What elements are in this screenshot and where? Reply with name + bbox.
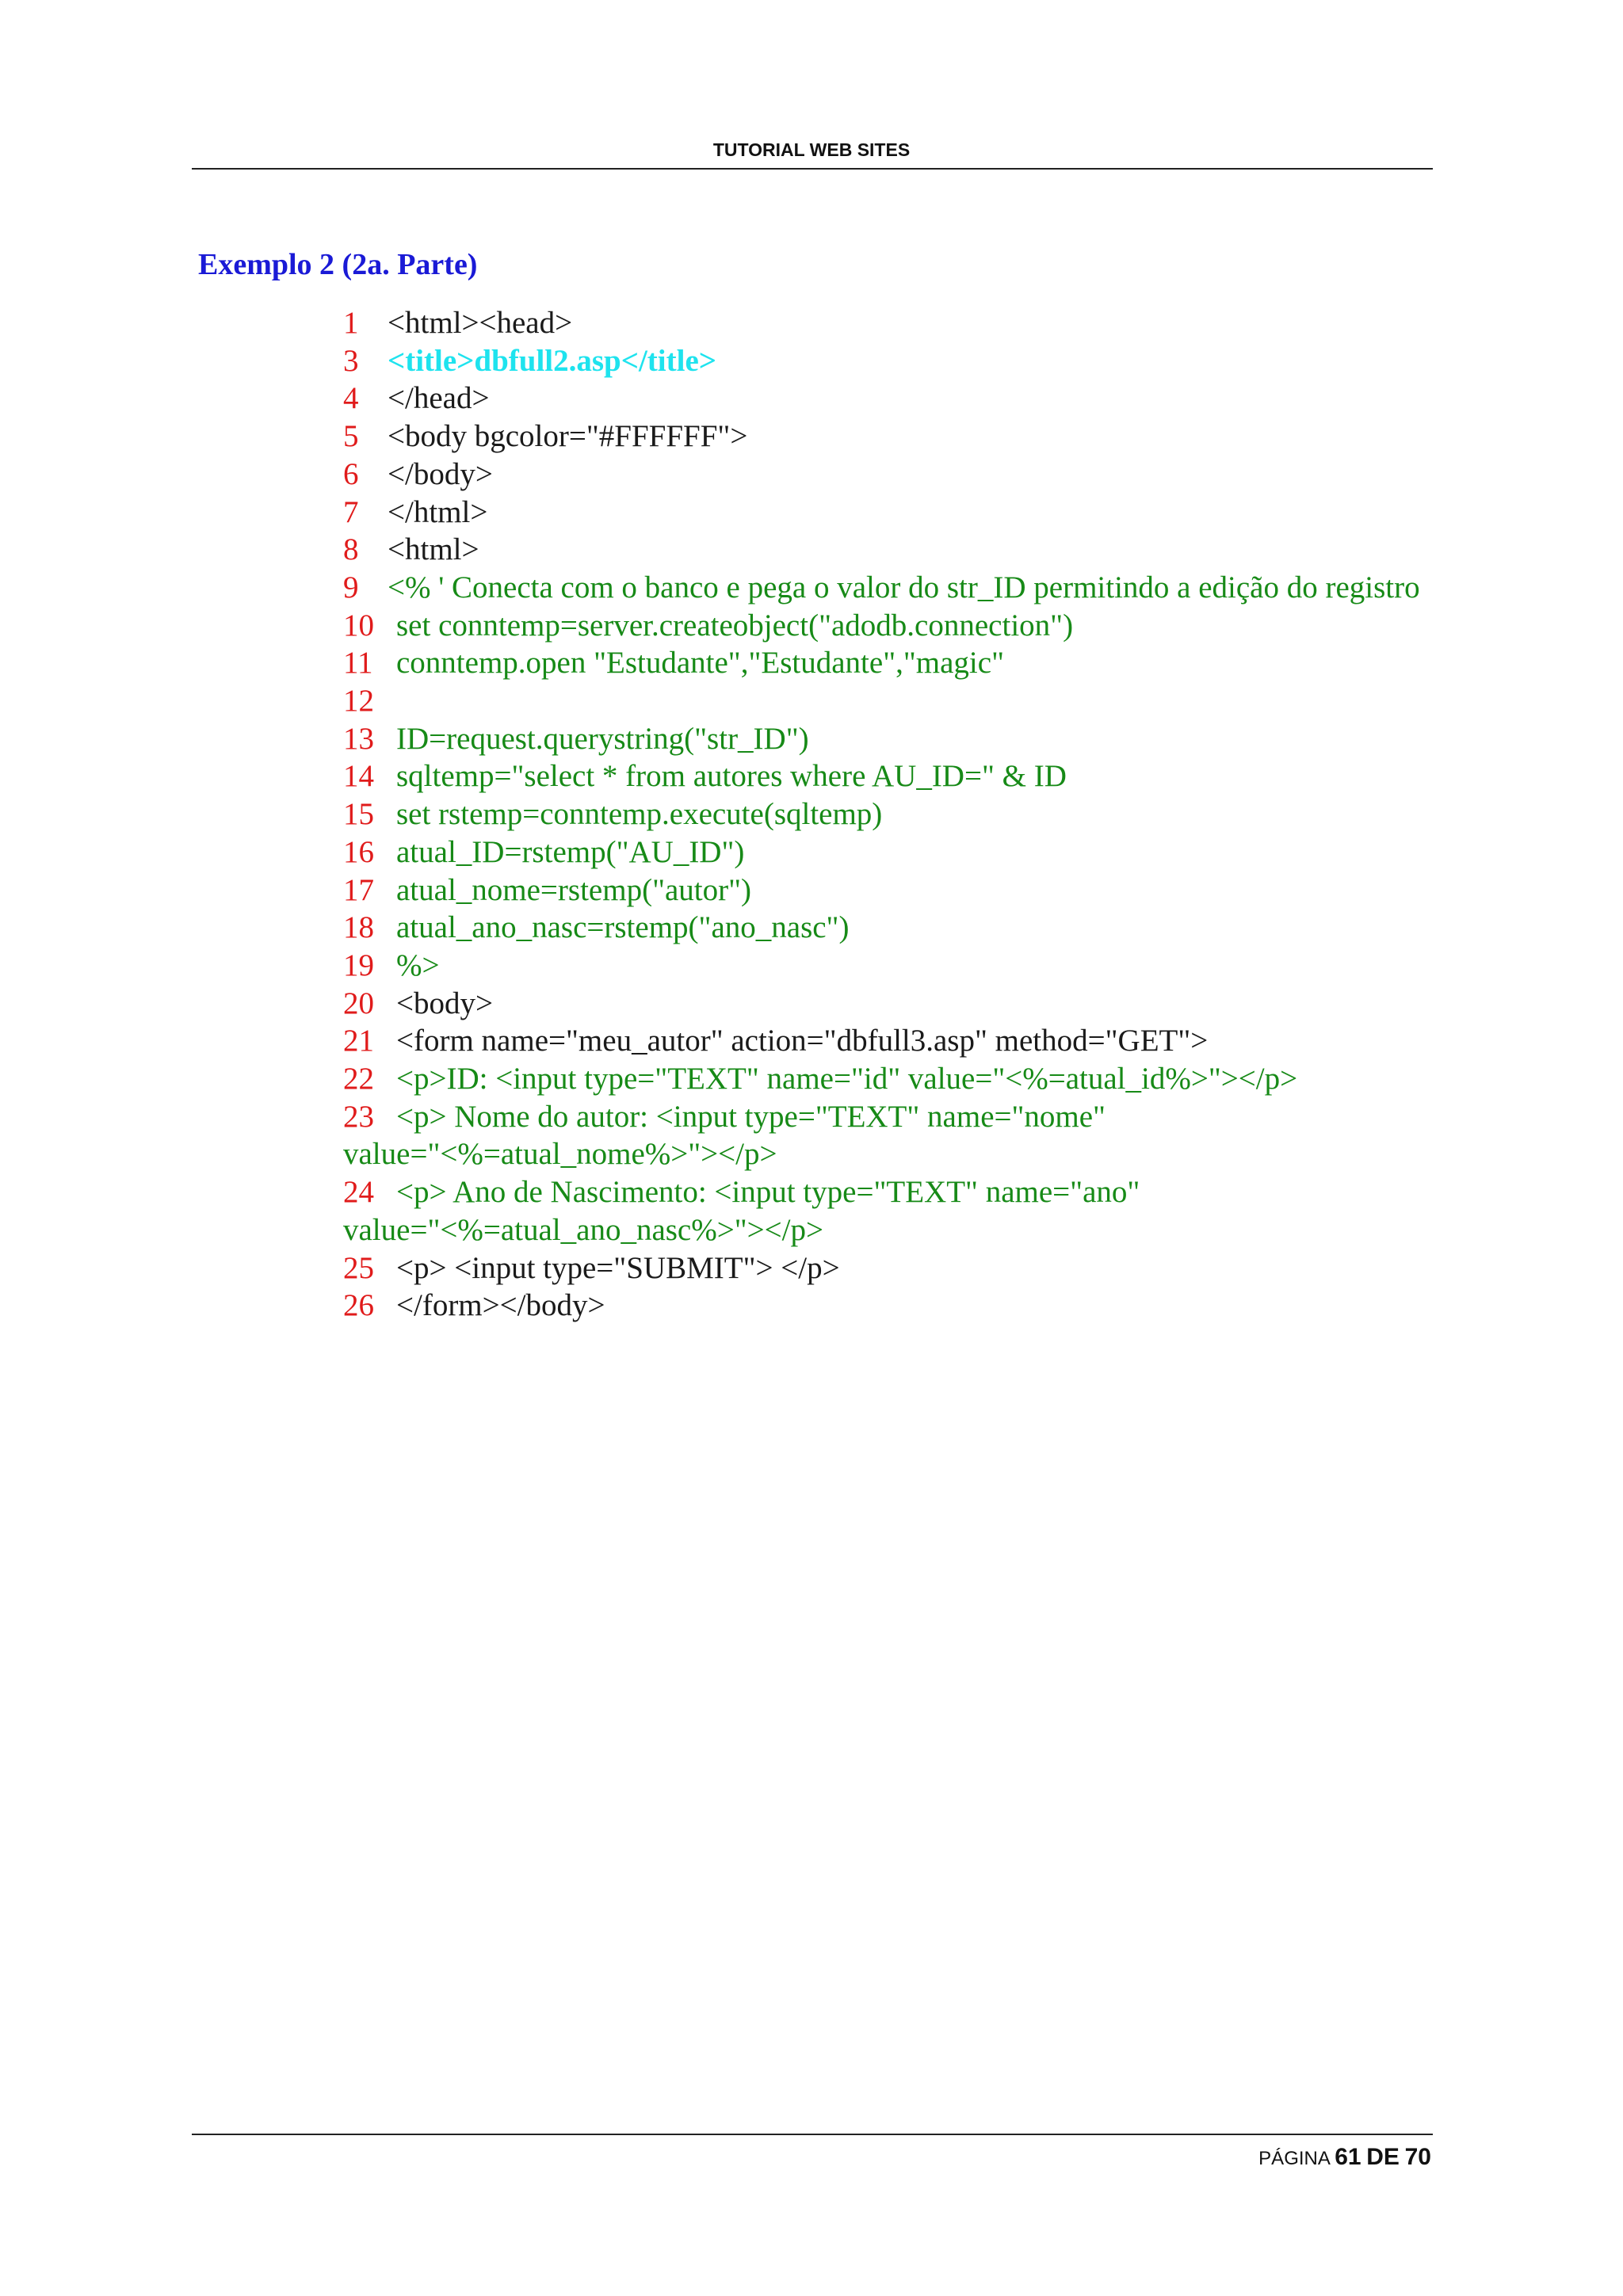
line-number: 19 [343,948,374,982]
code-line [343,304,1453,342]
code-line [343,985,1453,1023]
code-line [343,569,1453,607]
code-text: </html> [388,494,488,529]
line-number: 22 [343,1062,374,1097]
line-number: 13 [343,721,374,756]
code-text: <p> <input type="SUBMIT"> </p> [396,1250,840,1285]
footer-divider [192,2134,1433,2135]
footer-page-number: 61 [1335,2144,1361,2170]
code-text: value="<%=atual_nome%>"></p> [343,1137,777,1172]
code-text: atual_ID=rstemp("AU_ID") [396,834,745,869]
code-line [343,795,1453,833]
code-line [343,833,1453,871]
code-line [343,1249,1453,1287]
line-number: 5 [343,419,359,454]
code-text: <title>dbfull2.asp</title> [388,343,716,378]
header-divider [192,168,1433,170]
code-line [343,1173,1453,1211]
line-number: 26 [343,1288,374,1323]
code-line [343,342,1453,380]
line-number: 8 [343,532,359,567]
line-number: 17 [343,872,374,907]
code-text: ID=request.querystring("str_ID") [396,721,809,756]
section-title: Exemplo 2 (2a. Parte) [198,248,478,281]
code-text: </head> [388,381,490,416]
code-text: <body> [396,986,493,1020]
code-line [343,909,1453,947]
code-line [343,418,1453,456]
code-line [343,1060,1453,1098]
code-line [343,1287,1453,1325]
line-number: 14 [343,759,374,794]
code-text: <body bgcolor="#FFFFFF"> [388,419,748,454]
line-number: 12 [343,684,374,719]
code-line [343,871,1453,910]
code-text: </body> [388,456,493,491]
line-number: 4 [343,381,359,416]
line-number: 7 [343,494,359,529]
code-text: set conntemp=server.createobject("adodb.connection") [396,608,1074,643]
line-number: 18 [343,910,374,945]
line-number: 9 [343,570,359,605]
code-text: atual_ano_nasc=rstemp("ano_nasc") [396,910,850,945]
line-number: 6 [343,456,359,491]
line-number: 25 [343,1250,374,1285]
code-line [343,607,1453,645]
code-text: sqltemp="select * from autores where AU_ID=" & ID [396,759,1067,794]
code-text: <p> Nome do autor: <input type="TEXT" name="nome" [396,1099,1106,1134]
code-text: </form></body> [396,1288,605,1323]
line-number: 23 [343,1099,374,1134]
code-line [343,1022,1453,1060]
code-line [343,1135,1453,1173]
page-footer [1258,2144,1431,2171]
footer-separator: DE [1366,2144,1400,2170]
footer-page-total: 70 [1404,2144,1431,2170]
code-line [343,494,1453,532]
line-number: 16 [343,834,374,869]
code-text: set rstemp=conntemp.execute(sqltemp) [396,797,883,832]
code-line [343,644,1453,682]
line-number: 20 [343,986,374,1020]
code-listing [343,304,1453,1325]
line-number: 24 [343,1175,374,1210]
code-text: <html> [388,532,479,567]
code-line [343,1098,1453,1136]
code-text: value="<%=atual_ano_nasc%>"></p> [343,1212,823,1247]
header-title: TUTORIAL WEB SITES [712,139,911,160]
code-line [343,456,1453,494]
code-text: conntemp.open "Estudante","Estudante","magic" [396,646,1004,681]
code-line [343,1211,1453,1249]
line-number: 3 [343,343,359,378]
code-text: %> [396,948,440,982]
code-line [343,531,1453,569]
code-text: <% ' Conecta com o banco e pega o valor do str_ID permitindo a edição do registro [388,570,1420,605]
code-line [343,379,1453,418]
code-text: <html><head> [388,306,573,340]
code-text: <form name="meu_autor" action="dbfull3.asp" method="GET"> [396,1024,1209,1058]
line-number: 10 [343,608,374,643]
code-line [343,682,1453,720]
line-number: 15 [343,797,374,832]
code-line [343,947,1453,985]
footer-label: PÁGINA [1258,2148,1330,2169]
code-line [343,757,1453,795]
code-line [343,720,1453,758]
line-number: 1 [343,306,359,340]
line-number: 11 [343,646,373,681]
code-text: <p> Ano de Nascimento: <input type="TEXT" name="ano" [396,1175,1140,1210]
line-number: 21 [343,1024,374,1058]
code-text: <p>ID: <input type="TEXT" name="id" value="<%=atual_id%>"></p> [396,1062,1298,1097]
code-text: atual_nome=rstemp("autor") [396,872,752,907]
